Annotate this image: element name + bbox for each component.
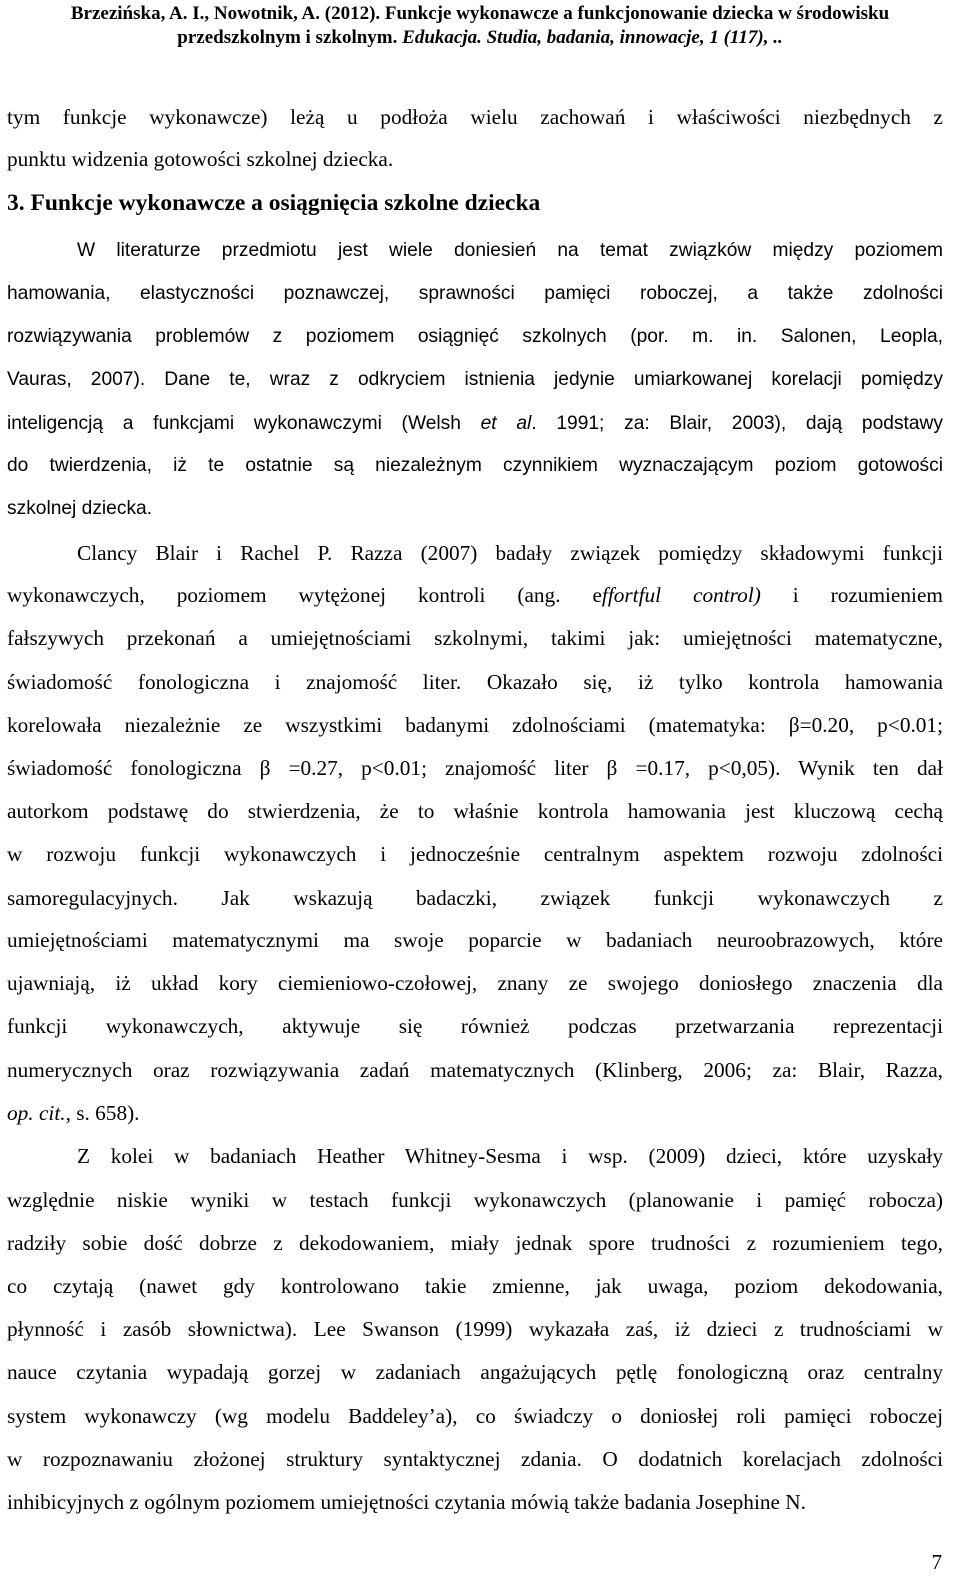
text-run: i rozumieniem	[760, 583, 943, 607]
text-run: inteligencją a funkcjami wykonawczymi (Welsh	[7, 413, 481, 434]
text-line	[7, 580, 943, 610]
text-run: radziły sobie dość dobrze z dekodowaniem, miały jednak spore trudności z rozumieniem tego,	[7, 1231, 943, 1255]
text-run: świadomość fonologiczna β =0.27, p<0.01; znajomość liter β =0.17, p<0,05). Wynik ten dał	[7, 756, 943, 780]
text-line	[7, 409, 943, 439]
text-line	[7, 1055, 943, 1085]
text-run: , s. 658).	[65, 1101, 140, 1125]
text-run: płynność i zasób słownictwa). Lee Swanson (1999) wykazała zaś, iż dzieci z trudnościami w	[7, 1317, 943, 1341]
text-line	[7, 796, 943, 826]
text-line	[7, 322, 943, 352]
text-run: Z kolei w badaniach Heather Whitney-Sesma i wsp. (2009) dzieci, które uzyskały	[77, 1144, 943, 1168]
section-heading	[7, 188, 943, 218]
italic-text: et al	[480, 413, 532, 434]
text-line	[7, 494, 943, 524]
text-run: co czytają (nawet gdy kontrolowano takie zmienne, jak uwaga, poziom dekodowania,	[7, 1274, 943, 1298]
text-run: . 1991; za: Blair, 2003), dają podstawy	[531, 413, 943, 434]
text-run: samoregulacyjnych. Jak wskazują badaczki, związek funkcji wykonawczych z	[7, 886, 943, 910]
text-line	[7, 279, 943, 309]
text-run: Clancy Blair i Rachel P. Razza (2007) badały związek pomiędzy składowymi funkcji	[77, 541, 943, 565]
page-number: 7	[931, 1550, 942, 1574]
header-line-1: Brzezińska, A. I., Nowotnik, A. (2012). Funkcje wykonawcze a funkcjonowanie dziecka w środowisku	[70, 3, 890, 24]
text-run: hamowania, elastyczności poznawczej, sprawności pamięci roboczej, a także zdolności	[7, 283, 943, 304]
text-run: w rozpoznawaniu złożonej struktury syntaktycznej zdania. O dodatnich korelacjach zdolności	[7, 1447, 943, 1471]
text-run: Vauras, 2007). Dane te, wraz z odkryciem istnienia jedynie umiarkowanej korelacji pomiędzy	[7, 369, 943, 390]
text-line	[7, 1228, 943, 1258]
text-line	[7, 883, 943, 913]
text-run: szkolnej dziecka.	[7, 498, 153, 519]
text-run: do twierdzenia, iż te ostatnie są niezależnym czynnikiem wyznaczającym poziom gotowości	[7, 455, 943, 476]
text-run: numerycznych oraz rozwiązywania zadań matematycznych (Klinberg, 2006; za: Blair, Razza,	[7, 1058, 943, 1082]
header-line-2-italic: Edukacja. Studia, badania, innowacje, 1 (117), ..	[402, 27, 783, 48]
text-run: nauce czytania wypadają gorzej w zadaniach angażujących pętlę fonologiczną oraz centralny	[7, 1360, 943, 1384]
text-line	[7, 451, 943, 481]
italic-text: op. cit.	[7, 1101, 66, 1125]
header-line-2-plain: przedszkolnym i szkolnym.	[177, 27, 403, 48]
text-run: 3. Funkcje wykonawcze a osiągnięcia szkolne dziecka	[7, 190, 541, 216]
text-run: umiejętnościami matematycznymi ma swoje poparcie w badaniach neuroobrazowych, które	[7, 928, 943, 952]
text-line	[7, 1011, 943, 1041]
header-line-2	[0, 26, 960, 50]
text-run: ujawniają, iż układ kory ciemieniowo-czołowej, znany ze swojego doniosłego znaczenia dla	[7, 971, 943, 995]
text-line	[7, 667, 943, 697]
text-line	[7, 839, 943, 869]
text-line	[7, 753, 943, 783]
running-header	[0, 2, 960, 50]
text-run: świadomość fonologiczna i znajomość liter. Okazało się, iż tylko kontrola hamowania	[7, 670, 943, 694]
text-run: korelowała niezależnie ze wszystkimi badanymi zdolnościami (matematyka: β=0.20, p<0.01;	[7, 713, 943, 737]
text-run: system wykonawczy (wg modelu Baddeley’a), co świadczy o doniosłej roli pamięci roboczej	[7, 1404, 943, 1428]
text-line	[7, 102, 943, 132]
text-line	[7, 1357, 943, 1387]
text-line	[7, 925, 943, 955]
text-line	[7, 365, 943, 395]
text-line	[7, 1098, 943, 1128]
text-line	[7, 538, 943, 568]
text-run: w rozwoju funkcji wykonawczych i jednocześnie centralnym aspektem rozwoju zdolności	[7, 842, 943, 866]
text-line	[7, 1444, 943, 1474]
text-run: względnie niskie wyniki w testach funkcji wykonawczych (planowanie i pamięć robocza)	[7, 1188, 943, 1212]
text-run: punktu widzenia gotowości szkolnej dziecka.	[7, 147, 394, 171]
italic-text: ffortful control)	[601, 583, 761, 607]
text-run: funkcji wykonawczych, aktywuje się również podczas przetwarzania reprezentacji	[7, 1014, 943, 1038]
text-line	[7, 144, 943, 174]
text-line	[7, 623, 943, 653]
text-run: tym funkcje wykonawcze) leżą u podłoża wielu zachowań i właściwości niezbędnych z	[7, 105, 943, 129]
text-run: autorkom podstawę do stwierdzenia, że to właśnie kontrola hamowania jest kluczową cechą	[7, 799, 943, 823]
text-line	[7, 1401, 943, 1431]
text-line	[7, 236, 943, 266]
text-run: wykonawczych, poziomem wytężonej kontroli (ang. e	[7, 583, 602, 607]
text-run: inhibicyjnych z ogólnym poziomem umiejętności czytania mówią także badania Josephine N.	[7, 1490, 806, 1514]
text-line	[7, 1271, 943, 1301]
text-run: rozwiązywania problemów z poziomem osiągnięć szkolnych (por. m. in. Salonen, Leopla,	[7, 326, 943, 347]
text-line	[7, 710, 943, 740]
text-line	[7, 1314, 943, 1344]
text-line	[7, 968, 943, 998]
text-line	[7, 1141, 943, 1171]
text-line	[7, 1185, 943, 1215]
text-run: fałszywych przekonań a umiejętnościami szkolnymi, takimi jak: umiejętności matematyczne,	[7, 626, 943, 650]
text-run: W literaturze przedmiotu jest wiele doniesień na temat związków między poziomem	[77, 240, 943, 261]
text-line	[7, 1487, 943, 1517]
